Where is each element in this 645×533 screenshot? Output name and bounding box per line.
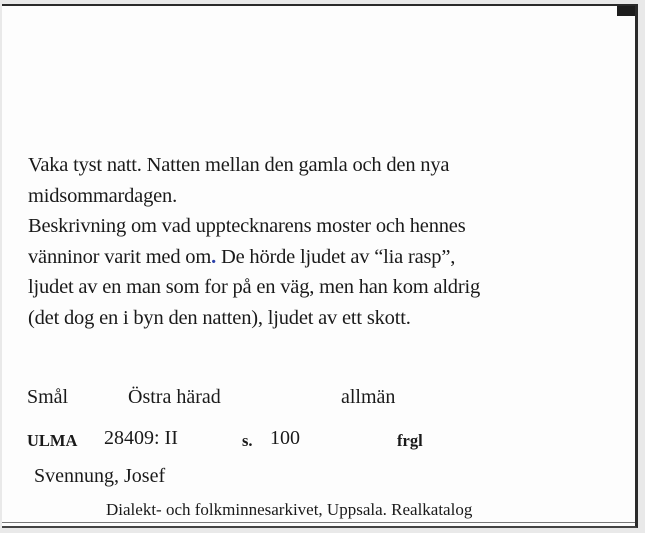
archive-footer: Dialekt- och folkminnesarkivet, Uppsala. Realkatalog bbox=[106, 500, 473, 519]
description-line-3: Beskrivning om vad upptecknarens moster och hennes bbox=[28, 215, 466, 237]
card-corner-mark bbox=[617, 6, 635, 16]
archive-code: ULMA bbox=[27, 431, 78, 450]
blue-period-mark: . bbox=[211, 245, 217, 268]
record-description bbox=[28, 150, 628, 333]
bottom-rule bbox=[2, 522, 635, 523]
recorder-name: Svennung, Josef bbox=[34, 465, 166, 487]
description-line-5: ljudet av en man som for på en väg, men han kom aldrig bbox=[28, 276, 481, 298]
description-line-2: midsommardagen. bbox=[28, 184, 178, 207]
page-label: s. bbox=[242, 431, 253, 450]
description-line-1: Vaka tyst natt. Natten mellan den gamla och den nya bbox=[28, 154, 450, 176]
archive-card bbox=[2, 4, 638, 528]
description-line-4-start: vänninor varit med om bbox=[28, 245, 212, 268]
description-line-6: (det dog en i byn den natten), ljudet av ett skott. bbox=[28, 306, 411, 329]
description-line-4 bbox=[28, 242, 628, 273]
province-label: Smål bbox=[27, 386, 69, 408]
district-label: Östra härad bbox=[128, 386, 221, 408]
description-line-4-end: De hörde ljudet av “lia rasp”, bbox=[216, 245, 456, 268]
accession-number: 28409: II bbox=[104, 427, 178, 449]
category-label: allmän bbox=[341, 386, 396, 408]
page-number: 100 bbox=[270, 427, 300, 449]
type-code: frgl bbox=[397, 431, 423, 450]
